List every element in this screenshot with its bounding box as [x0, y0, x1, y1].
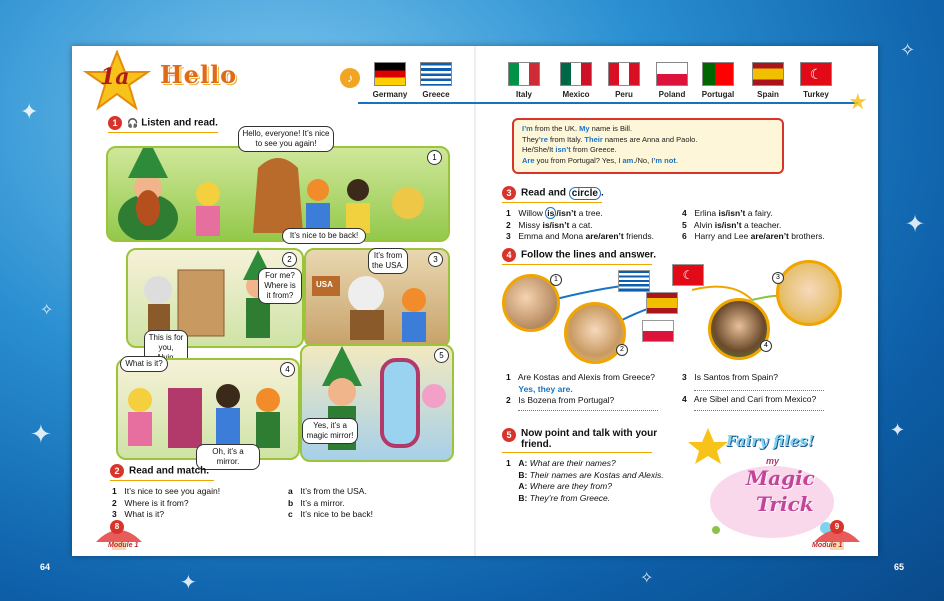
list-item: b It’s a mirror. [288, 497, 345, 508]
list-item: c It’s nice to be back! [288, 509, 373, 519]
ex4-questions-right-2 [682, 394, 862, 406]
module-label: Module 1 [812, 542, 843, 549]
unit-number: 1a [100, 64, 130, 90]
speech-bubble: For me? Where is it from? [258, 268, 302, 304]
header-line [358, 102, 858, 104]
audio-cd-icon[interactable]: ♪ [340, 68, 360, 88]
speech-bubble: It’s nice to be back! [282, 228, 366, 244]
flag-icon [656, 62, 688, 86]
sparkle-icon: ✧ [640, 568, 654, 587]
list-item: 4 Erlina is/isn’t a fairy. [682, 208, 773, 218]
photo-bozena [564, 302, 626, 364]
fairy-files-my: my [766, 456, 780, 466]
exercise-3-heading: 3 Read and circle . [502, 186, 604, 200]
list-item: 2 Where is it from? [112, 497, 189, 508]
panel-number: 3 [428, 252, 443, 267]
flag-icon [508, 62, 540, 86]
flag-icon: ☾ [800, 62, 832, 86]
exercise-title: Follow the lines and answer. [521, 249, 657, 261]
book-page-number: 9 [830, 520, 844, 534]
flag-icon [752, 62, 784, 86]
list-item: 6 Harry and Lee are/aren’t brothers. [682, 231, 825, 241]
flag-icon [420, 62, 452, 86]
exercise-number: 2 [110, 464, 124, 478]
match-right-list [288, 486, 438, 521]
photo-number: 3 [772, 272, 784, 284]
exercise-title: Listen and read. [141, 117, 218, 129]
flag-label: Mexico [562, 90, 590, 99]
heading-underline [502, 452, 652, 453]
flag-turkey-small: ☾ [672, 264, 704, 286]
dialogue-line: B: They’re from Greece. [518, 492, 611, 503]
speech-bubble: Yes, it’s a magic mirror! [302, 418, 358, 444]
flag-label: Poland [658, 90, 686, 99]
exercise-5-heading [502, 428, 672, 450]
list-item: 3 Emma and Mona are/aren’t friends. [506, 231, 654, 241]
photo-sibel-cari [708, 298, 770, 360]
answer-line [694, 390, 824, 391]
speech-bubble: It’s from the USA. [368, 248, 408, 274]
exercise-title: Read and match. [129, 465, 210, 477]
fairy-files-magic: Magic [746, 466, 815, 490]
flag-label: Italy [515, 90, 532, 99]
list-item: 3 What is it? [112, 509, 165, 519]
book-page-number: 8 [110, 520, 124, 534]
panel-number: 5 [434, 348, 449, 363]
panel-1-illustration [108, 148, 448, 240]
exercise-1-heading [108, 116, 218, 130]
exercise-number: 1 [108, 116, 122, 130]
answer-line [518, 410, 658, 411]
speech-bubble: Oh, it’s a mirror. [196, 444, 260, 470]
list-item: 4 Are Sibel and Cari from Mexico? [682, 394, 817, 404]
dialogue-line: 1 A: What are their names? [506, 458, 616, 468]
unit-badge [82, 50, 152, 112]
list-item: 1 It’s nice to see you again! [112, 486, 221, 496]
flag-greece-small [618, 270, 650, 292]
panel-number: 4 [280, 362, 295, 377]
footer-right [806, 524, 862, 550]
exercise-number: 5 [502, 428, 516, 442]
list-item: a It’s from the USA. [288, 486, 367, 496]
ex4-questions-left [506, 372, 696, 407]
circle-left-list [506, 208, 686, 243]
flag-label: Germany [372, 90, 408, 99]
sparkle-icon: ✦ [180, 570, 197, 594]
heading-underline [110, 480, 214, 481]
photo-number: 4 [760, 340, 772, 352]
panel-number: 1 [427, 150, 442, 165]
grammar-box: I’m from the UK. My name is Bill. They’re from Italy. Their names are Anna and Paolo. He/She/It isn’t from Greece. Are you from Portugal? Yes, I am./No, I’m not. [512, 118, 784, 174]
footer-left [94, 524, 144, 550]
match-left-list [112, 486, 282, 521]
headphones-icon: 🎧 [127, 117, 139, 128]
flag-icon [560, 62, 592, 86]
flag-icon [702, 62, 734, 86]
sparkle-icon: ✦ [905, 210, 926, 238]
exercise-number: 3 [502, 186, 516, 200]
speech-bubble: Hello, everyone! It’s nice to see you again! [238, 126, 334, 152]
book-spine [474, 46, 476, 556]
speech-bubble: This is for you, [144, 330, 188, 366]
flag-label: Turkey [803, 90, 829, 99]
panel-number: 2 [282, 252, 297, 267]
module-label: Module 1 [108, 542, 139, 549]
speech-bubble: What is it? [120, 356, 168, 372]
list-item: 1 Willow is /isn’t a tree. [506, 208, 603, 218]
comic-panel-5 [300, 344, 454, 462]
sparkle-icon: ✧ [900, 40, 916, 61]
ex4-questions-right [682, 372, 862, 384]
box-label: USA [316, 280, 333, 289]
flag-label: Portugal [701, 90, 735, 99]
exercise-title: Now point and talk with your friend. [521, 428, 658, 450]
sparkle-icon: ✦ [30, 420, 52, 450]
flag-icon [608, 62, 640, 86]
list-item: 2 Is Bozena from Portugal? [506, 395, 615, 405]
flag-spain-small [646, 292, 678, 314]
list-item: 1 Are Kostas and Alexis from Greece? [506, 372, 655, 382]
photo-number: 2 [616, 344, 628, 356]
circle-right-list [682, 208, 862, 243]
list-item: 5 Alvin is/isn’t a teacher. [682, 219, 782, 230]
dialogue-line: B: Their names are Kostas and Alexis. [518, 469, 664, 480]
textbook-spread [72, 46, 878, 556]
photo-santos [776, 260, 842, 326]
list-item: 2 Missy is/isn’t a cat. [506, 219, 593, 230]
exercise-number: 4 [502, 248, 516, 262]
sparkle-icon: ✧ [40, 300, 54, 319]
photo-number: 1 [550, 274, 562, 286]
list-item: 3 Is Santos from Spain? [682, 372, 779, 382]
flag-icon [374, 62, 406, 86]
heading-underline [502, 202, 602, 203]
flag-poland-small [642, 320, 674, 342]
exercise-2-heading [110, 464, 209, 478]
fairy-files-trick: Trick [756, 492, 814, 516]
heading-underline [108, 132, 218, 133]
comic-panel-1 [106, 146, 450, 242]
answer-line [694, 410, 824, 411]
page-number-right: 65 [894, 562, 905, 572]
sparkle-icon: ✦ [20, 100, 39, 125]
dialogue [506, 458, 686, 504]
flag-label: Peru [615, 90, 633, 99]
flag-label: Greece [422, 90, 450, 99]
exercise-title: Read and [521, 187, 569, 199]
star-icon: ★ [848, 90, 868, 115]
page-title: Hello [160, 60, 238, 89]
list-item: Yes, they are. [518, 383, 573, 394]
dialogue-line: A: Where are they from? [518, 481, 612, 491]
fairy-files-title: Fairy files! [726, 432, 815, 450]
page-number-left: 64 [40, 562, 51, 572]
flag-label: Spain [757, 90, 779, 99]
sparkle-icon: ✦ [890, 420, 906, 441]
